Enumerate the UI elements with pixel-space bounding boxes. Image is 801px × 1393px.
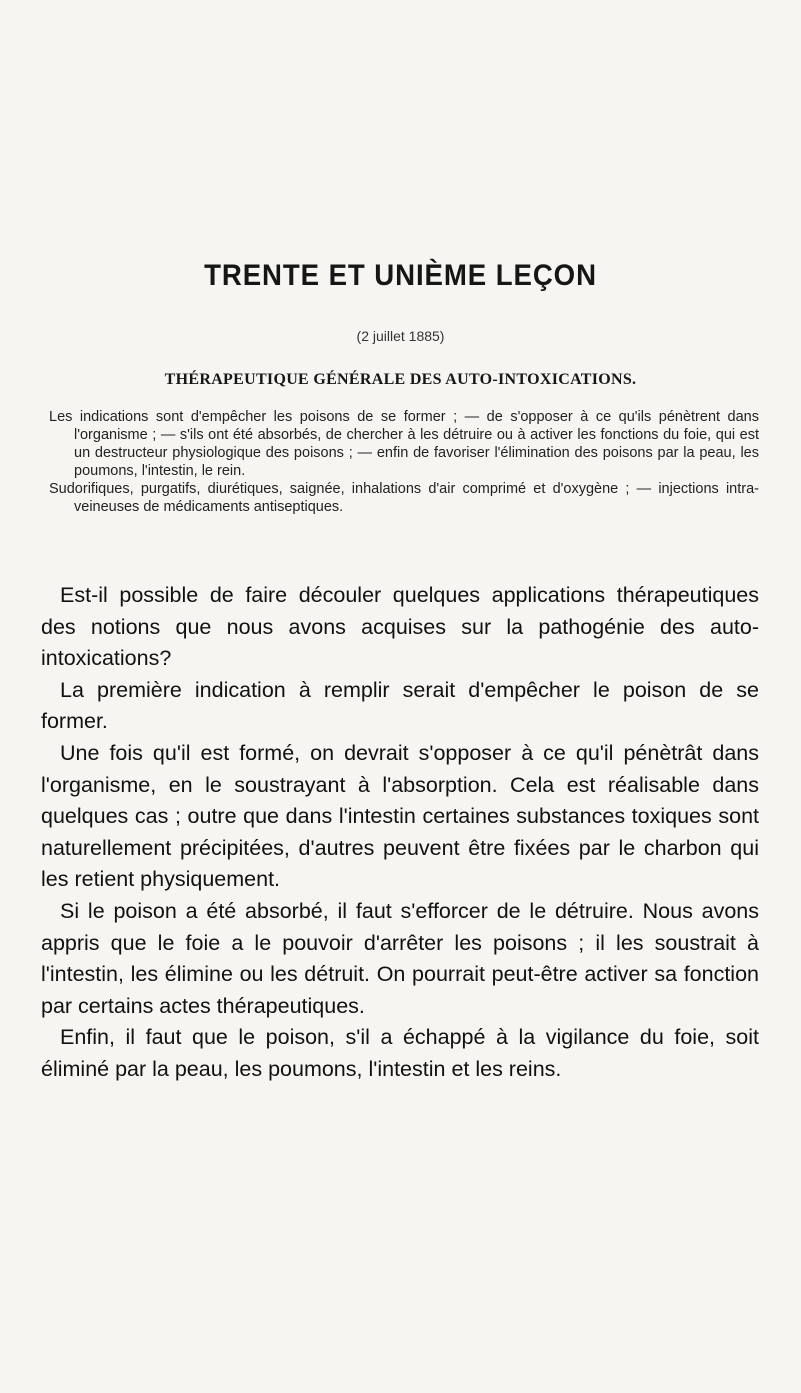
- lesson-subtitle: THÉRAPEUTIQUE GÉNÉRALE DES AUTO-INTOXICATIONS.: [164, 371, 637, 388]
- summary-paragraph: Sudorifiques, purgatifs, diurétiques, saignée, inhalations d'air comprimé et d'oxygène ; — injections intra-veineuses de médicaments antiseptiques.: [49, 481, 759, 516]
- body-paragraph: Enfin, il faut que le poison, s'il a échappé à la vigilance du foie, soit éliminé par la peau, les poumons, l'intestin et les reins.: [41, 1025, 759, 1081]
- lesson-summary: [49, 408, 759, 517]
- lesson-date: (2 juillet 1885): [356, 328, 445, 344]
- lesson-body: [41, 580, 759, 1086]
- body-paragraph: Si le poison a été absorbé, il faut s'efforcer de le détruire. Nous avons appris que le foie a le pouvoir d'arrêter les poisons ; il les soustrait à l'intestin, les élimine ou les détruit. On pourrait peut-être activer sa fonction par certains actes thérapeutiques.: [41, 898, 759, 1018]
- lesson-title: TRENTE ET UNIÈME LEÇON: [204, 259, 597, 292]
- body-paragraph: Une fois qu'il est formé, on devrait s'opposer à ce qu'il pénètrât dans l'organisme, en le soustrayant à l'absorption. Cela est réalisable dans quelques cas ; outre que dans l'intestin certaines substances toxiques sont naturellement précipitées, d'autres peuvent être fixées par le charbon qui les retient physiquement.: [41, 740, 759, 892]
- body-paragraph: La première indication à remplir serait d'empêcher le poison de se former.: [41, 677, 759, 734]
- summary-paragraph: Les indications sont d'empêcher les poisons de se former ; — de s'opposer à ce qu'ils pénètrent dans l'organisme ; — s'ils ont été absorbés, de chercher à les détruire ou à activer les fonctions du foie, qui est un destructeur physiologique des poisons ; — enfin de favoriser l'élimination des poisons par la peau, les poumons, l'intestin, le rein.: [49, 409, 759, 480]
- body-paragraph: Est-il possible de faire découler quelques applications thérapeutiques des notions que nous avons acquises sur la pathogénie des auto-intoxications?: [41, 583, 759, 671]
